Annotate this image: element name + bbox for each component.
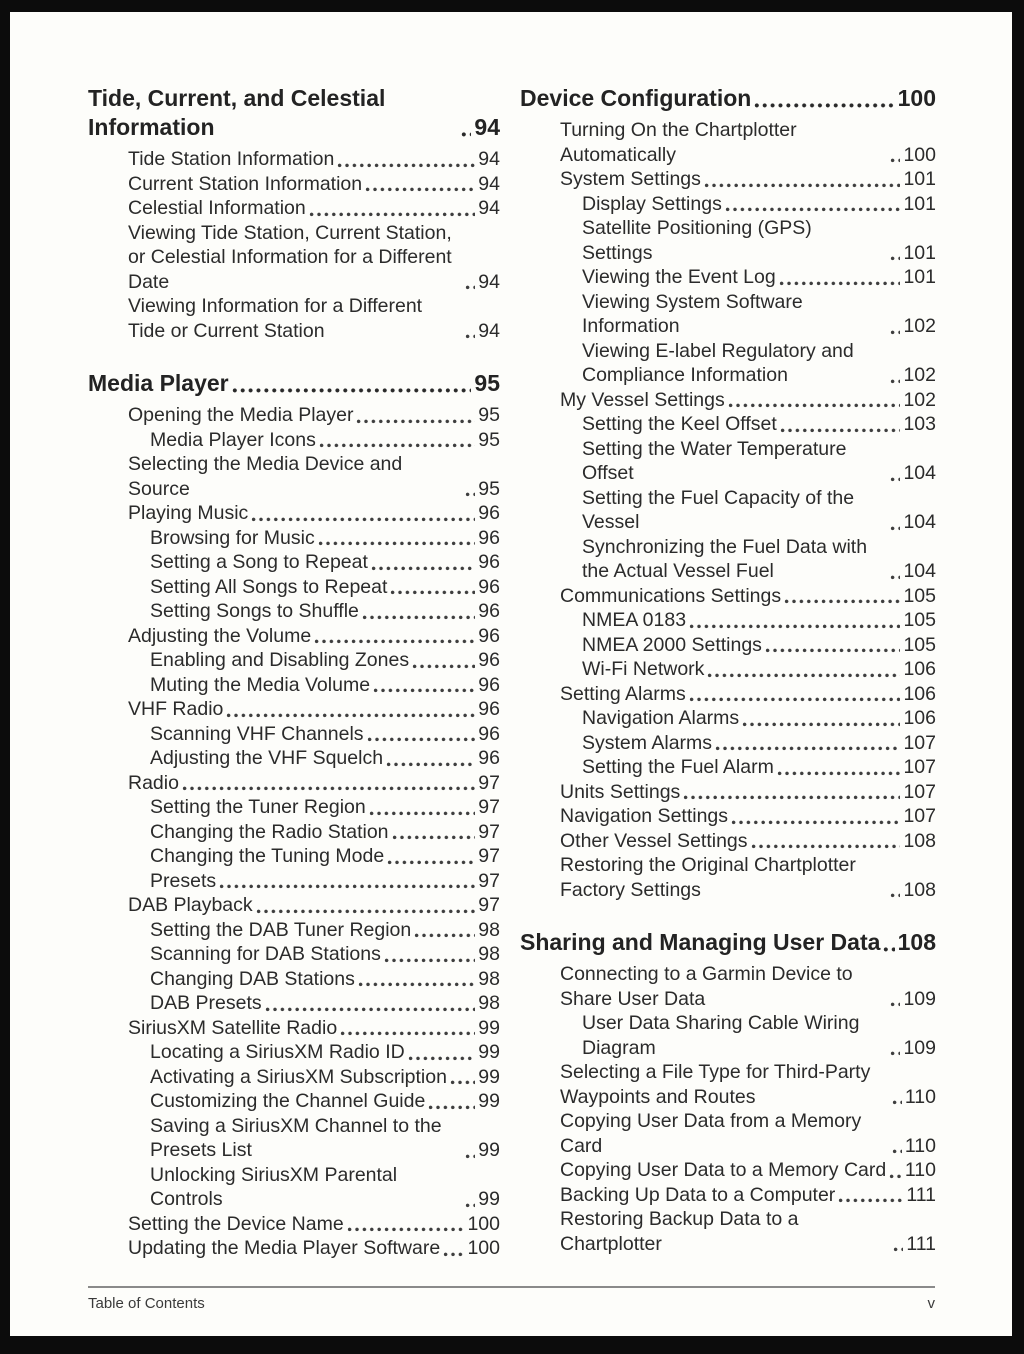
leader-dots (386, 761, 475, 768)
toc-page-number: 98 (478, 943, 500, 965)
toc-entry-label: Selecting a File Type for Third-Party Waypoints and Routes (560, 1061, 871, 1108)
leader-dots (358, 981, 475, 988)
leader-dots (890, 1001, 900, 1008)
toc-section-title: Device Configuration (520, 85, 752, 111)
leader-dots (780, 427, 901, 434)
toc-page-number: 94 (478, 197, 500, 219)
toc-entry[interactable] (520, 265, 936, 290)
leader-dots (443, 1251, 464, 1258)
toc-entry[interactable] (88, 1089, 500, 1114)
toc-page-number: 104 (903, 560, 936, 582)
leader-dots (265, 1006, 476, 1013)
toc-page-number: 99 (478, 1065, 500, 1088)
leader-dots (715, 745, 900, 752)
toc-page-number: 105 (903, 609, 936, 631)
toc-entry-label: Current Station Information (128, 172, 363, 195)
leader-dots (450, 1079, 475, 1086)
leader-dots (754, 102, 894, 109)
toc-page-number: 108 (897, 929, 936, 955)
toc-page-number: 100 (467, 1212, 500, 1235)
toc-entry-label: Presets (150, 869, 217, 892)
toc-page-number: 96 (478, 551, 500, 573)
toc-entry-label: Connecting to a Garmin Device to Share User Data (560, 963, 853, 1010)
toc-entry[interactable] (520, 388, 936, 413)
toc-entry[interactable] (88, 1114, 500, 1163)
leader-dots (890, 157, 900, 164)
toc-entry-label: Setting the Fuel Alarm (582, 756, 774, 778)
toc-entry-label: Changing the Radio Station (150, 820, 389, 843)
toc-page-number: 97 (478, 796, 500, 818)
leader-dots (232, 387, 472, 394)
leader-dots (784, 598, 900, 605)
toc-entry[interactable] (520, 706, 936, 731)
toc-entry[interactable] (88, 196, 500, 221)
toc-page-number: 106 (903, 707, 936, 729)
toc-entry-label: Customizing the Channel Guide (150, 1090, 426, 1112)
toc-section (520, 84, 936, 902)
toc-entry-label: My Vessel Settings (560, 388, 725, 411)
toc-entry-label: Setting the Fuel Capacity of the Vessel (582, 486, 855, 533)
toc-entry[interactable] (520, 118, 936, 167)
toc-entry-label: Communications Settings (560, 584, 782, 607)
leader-dots (387, 859, 475, 866)
leader-dots (890, 574, 900, 581)
toc-entry[interactable] (520, 608, 936, 633)
toc-entry[interactable] (520, 1060, 936, 1109)
toc-entry-label: Scanning for DAB Stations (150, 943, 381, 965)
toc-page-number: 104 (903, 511, 936, 533)
leader-dots (465, 284, 475, 291)
leader-dots (319, 442, 475, 449)
toc-page-number: 94 (478, 148, 500, 170)
toc-entry-label: Changing the Tuning Mode (150, 845, 385, 867)
toc-page-number: 95 (474, 370, 500, 396)
toc-entry-label: Backing Up Data to a Computer (560, 1183, 836, 1206)
toc-section-heading[interactable] (520, 928, 936, 957)
toc-entry-label: Viewing Information for a Different Tide or Current Station (128, 295, 423, 342)
toc-page-number: 102 (903, 388, 936, 411)
toc-section (88, 369, 500, 1261)
leader-dots (408, 1055, 476, 1062)
toc-entry[interactable] (520, 486, 936, 535)
toc-page-number: 103 (903, 413, 936, 435)
toc-page-number: 96 (478, 698, 500, 720)
toc-page-number: 99 (478, 1139, 500, 1161)
toc-entry-label: Muting the Media Volume (150, 673, 371, 696)
toc-entry-label: Setting the DAB Tuner Region (150, 918, 412, 941)
toc-page-number: 99 (478, 1041, 500, 1063)
toc-entry-label: User Data Sharing Cable Wiring Diagram (582, 1012, 860, 1059)
toc-entry-label: Selecting the Media Device and Source (128, 453, 403, 500)
toc-entry-label: Restoring Backup Data to a Chartplotter (560, 1208, 799, 1255)
leader-dots (362, 614, 475, 621)
toc-page-number: 94 (478, 319, 500, 342)
toc-entry[interactable] (88, 599, 500, 624)
leader-dots (728, 402, 901, 409)
leader-dots (742, 721, 900, 728)
toc-page-number: 101 (903, 168, 936, 190)
toc-entry[interactable] (88, 869, 500, 894)
leader-dots (340, 1030, 475, 1037)
toc-entry[interactable] (520, 804, 936, 829)
toc-page-number: 97 (478, 771, 500, 794)
toc-entry[interactable] (520, 633, 936, 658)
leader-dots (182, 785, 475, 792)
toc-entry[interactable] (88, 918, 500, 943)
leader-dots (318, 540, 476, 547)
toc-entry[interactable] (88, 991, 500, 1016)
toc-entry-label: Unlocking SiriusXM Parental Controls (150, 1163, 398, 1210)
toc-entry-label: System Settings (560, 168, 701, 190)
leader-dots (367, 736, 476, 743)
leader-dots (779, 280, 901, 287)
toc-entry-label: Viewing Tide Station, Current Station, or Celestial Information for a Different Date (128, 221, 452, 293)
toc-entry-label: VHF Radio (128, 698, 224, 720)
toc-entry[interactable] (520, 755, 936, 780)
leader-dots (704, 182, 901, 189)
leader-dots (893, 1246, 903, 1253)
toc-entry[interactable] (88, 844, 500, 869)
toc-entry[interactable] (520, 731, 936, 756)
toc-entry-label: Opening the Media Player (128, 404, 354, 426)
leader-dots (219, 883, 475, 890)
toc-page-number: 96 (478, 673, 500, 696)
toc-entry-label: NMEA 2000 Settings (582, 633, 762, 656)
toc-entry[interactable] (520, 682, 936, 707)
toc-entry[interactable] (520, 192, 936, 217)
leader-dots (365, 186, 475, 193)
toc-page-number: 95 (478, 428, 500, 451)
leader-dots (890, 476, 900, 483)
toc-page-number: 94 (474, 114, 500, 140)
toc-entry[interactable] (88, 697, 500, 722)
toc-entry-label: Satellite Positioning (GPS) Settings (582, 217, 812, 264)
leader-dots (226, 712, 475, 719)
toc-entry[interactable] (88, 673, 500, 698)
toc-entry[interactable] (520, 167, 936, 192)
toc-entry-label: Radio (128, 771, 179, 794)
footer-section-label: Table of Contents (88, 1295, 205, 1312)
toc-page-number: 107 (903, 780, 936, 803)
toc-entry-label: Turning On the Chartplotter Automatically (560, 119, 797, 166)
toc-entry-label: Display Settings (582, 192, 722, 215)
toc-entry[interactable] (88, 294, 500, 343)
toc-page-number: 99 (478, 1090, 500, 1112)
leader-dots (777, 770, 901, 777)
toc-page-number: 102 (903, 315, 936, 337)
toc-entry-label: Setting the Keel Offset (582, 413, 777, 435)
toc-entry-label: Synchronizing the Fuel Data with the Actual Vessel Fuel (582, 535, 868, 582)
leader-dots (889, 1173, 902, 1180)
toc-page-number: 100 (903, 143, 936, 166)
toc-page-number: 96 (478, 502, 500, 524)
toc-page-number: 96 (478, 649, 500, 671)
toc-entry[interactable] (520, 962, 936, 1011)
toc-page-number: 96 (478, 600, 500, 622)
leader-dots (890, 892, 900, 899)
toc-page-number: 95 (478, 404, 500, 426)
page-footer (88, 1286, 935, 1312)
toc-entry[interactable] (88, 1236, 500, 1261)
toc-entry[interactable] (88, 221, 500, 295)
toc-entry-label: Setting Songs to Shuffle (150, 600, 359, 622)
toc-entry[interactable] (88, 1212, 500, 1237)
toc-page-number: 111 (906, 1232, 936, 1255)
leader-dots (428, 1104, 475, 1111)
toc-entry-label: Copying User Data from a Memory Card (560, 1110, 862, 1157)
toc-page-number: 97 (478, 845, 500, 867)
toc-page-number: 98 (478, 992, 500, 1014)
toc-entry[interactable] (88, 1163, 500, 1212)
toc-entry[interactable] (88, 501, 500, 526)
toc-page-number: 101 (903, 192, 936, 215)
toc-page-number: 96 (478, 722, 500, 745)
toc-entry[interactable] (520, 290, 936, 339)
toc-entry-label: Units Settings (560, 780, 681, 803)
toc-page-number: 107 (903, 731, 936, 754)
leader-dots (256, 908, 476, 915)
toc-page-number: 97 (478, 869, 500, 892)
leader-dots (890, 1050, 900, 1057)
toc-page-number: 108 (903, 829, 936, 852)
toc-entry-label: DAB Presets (150, 992, 262, 1014)
toc-page-number: 101 (903, 241, 936, 264)
toc-page-number: 99 (478, 1188, 500, 1210)
leader-dots (356, 418, 475, 425)
toc-entry-label: Viewing the Event Log (582, 266, 776, 288)
toc-entry[interactable] (520, 412, 936, 437)
toc-entry-label: Other Vessel Settings (560, 829, 748, 852)
toc-entry-label: Activating a SiriusXM Subscription (150, 1065, 447, 1088)
leader-dots (683, 794, 900, 801)
toc-entry[interactable] (520, 216, 936, 265)
leader-dots (883, 946, 894, 953)
toc-entry[interactable] (520, 1158, 936, 1183)
toc-entry[interactable] (88, 1016, 500, 1041)
toc-entry-label: Adjusting the Volume (128, 624, 312, 647)
toc-entry[interactable] (520, 437, 936, 486)
leader-dots (890, 525, 900, 532)
leader-dots (725, 206, 901, 213)
toc-entry[interactable] (88, 147, 500, 172)
leader-dots (347, 1226, 465, 1233)
leader-dots (731, 819, 900, 826)
toc-entry-label: Copying User Data to a Memory Card (560, 1159, 887, 1181)
toc-section-title: Media Player (88, 370, 229, 396)
toc-page-number: 96 (478, 747, 500, 769)
leader-dots (890, 255, 900, 262)
toc-page-number: 107 (903, 756, 936, 778)
toc-entry[interactable] (520, 780, 936, 805)
toc-section-title: Sharing and Managing User Data (520, 929, 881, 955)
toc-entry[interactable] (88, 893, 500, 918)
toc-page-number: 106 (903, 682, 936, 705)
toc-entry-label: Navigation Settings (560, 805, 729, 827)
toc-page-number: 104 (903, 462, 936, 484)
leader-dots (309, 211, 476, 218)
leader-dots (373, 687, 475, 694)
toc-entry-label: Browsing for Music (150, 526, 315, 549)
toc-entry[interactable] (88, 746, 500, 771)
toc-entry-label: Setting the Water Temperature Offset (582, 437, 847, 484)
toc-section-title: Tide, Current, and Celestial Information (88, 85, 386, 140)
toc-page-number: 98 (478, 967, 500, 990)
toc-page-number: 97 (478, 820, 500, 843)
toc-entry[interactable] (88, 722, 500, 747)
leader-dots (461, 131, 471, 138)
toc-entry[interactable] (88, 1040, 500, 1065)
toc-entry-label: Setting the Device Name (128, 1212, 344, 1235)
toc-entry[interactable] (520, 535, 936, 584)
leader-dots (689, 623, 900, 630)
toc-entry[interactable] (88, 428, 500, 453)
toc-entry[interactable] (88, 967, 500, 992)
toc-entry[interactable] (520, 1183, 936, 1208)
toc-page-number: 110 (904, 1134, 936, 1157)
leader-dots (751, 843, 901, 850)
toc-entry-label: Viewing System Software Information (582, 290, 803, 337)
leader-dots (465, 1202, 475, 1209)
toc-page-number: 100 (897, 85, 936, 111)
toc-page-number: 95 (478, 477, 500, 500)
toc-page-number: 106 (903, 658, 936, 680)
toc-entry[interactable] (88, 452, 500, 501)
toc-page-number: 96 (478, 526, 500, 549)
toc-entry-label: Changing DAB Stations (150, 967, 355, 990)
toc-entry[interactable] (520, 339, 936, 388)
leader-dots (465, 491, 475, 498)
toc-entry-label: Adjusting the VHF Squelch (150, 747, 384, 769)
leader-dots (465, 1153, 475, 1160)
toc-entry[interactable] (520, 584, 936, 609)
toc-entry-label: Locating a SiriusXM Radio ID (150, 1041, 405, 1063)
toc-entry[interactable] (88, 550, 500, 575)
toc-entry-label: Setting the Tuner Region (150, 796, 366, 818)
toc-entry-label: Media Player Icons (150, 428, 316, 451)
toc-section-heading[interactable] (88, 84, 500, 142)
toc-entry-label: Navigation Alarms (582, 707, 740, 729)
leader-dots (337, 162, 475, 169)
toc-entry-label: Scanning VHF Channels (150, 722, 364, 745)
toc-entry-label: Restoring the Original Chartplotter Factory Settings (560, 854, 856, 901)
toc-entry[interactable] (88, 172, 500, 197)
toc-entry-label: Setting All Songs to Repeat (150, 575, 388, 598)
leader-dots (892, 1099, 902, 1106)
toc-entry[interactable] (520, 829, 936, 854)
toc-column (520, 84, 936, 1287)
toc-entry-label: Celestial Information (128, 197, 306, 219)
toc-entry[interactable] (88, 795, 500, 820)
toc-entry-label: DAB Playback (128, 894, 253, 916)
toc-section (88, 84, 500, 343)
leader-dots (892, 1148, 902, 1155)
toc-entry[interactable] (520, 853, 936, 902)
toc-page-number: 109 (903, 1036, 936, 1059)
toc-page-number: 110 (904, 1085, 936, 1108)
toc-entry[interactable] (88, 820, 500, 845)
toc-entry[interactable] (520, 1207, 936, 1256)
toc-entry[interactable] (88, 942, 500, 967)
toc-entry[interactable] (88, 403, 500, 428)
toc-entry-label: System Alarms (582, 731, 713, 754)
leader-dots (890, 378, 900, 385)
toc-entry-label: Viewing E-label Regulatory and Compliance Information (582, 339, 854, 386)
leader-dots (392, 834, 476, 841)
toc-entry[interactable] (88, 526, 500, 551)
leader-dots (369, 810, 476, 817)
toc-entry-label: Setting a Song to Repeat (150, 551, 368, 573)
toc-entry-label: SiriusXM Satellite Radio (128, 1016, 338, 1039)
toc-column (88, 84, 500, 1287)
toc-entry[interactable] (88, 1065, 500, 1090)
toc-page-number: 97 (478, 894, 500, 916)
toc-entry[interactable] (520, 1109, 936, 1158)
toc-entry-label: NMEA 0183 (582, 609, 687, 631)
leader-dots (689, 696, 901, 703)
toc-section-heading[interactable] (520, 84, 936, 113)
toc-page-number: 96 (478, 624, 500, 647)
toc-content (10, 12, 1012, 1287)
toc-entry-label: Setting Alarms (560, 682, 686, 705)
toc-page-number: 111 (906, 1183, 936, 1206)
toc-page-number: 96 (478, 575, 500, 598)
leader-dots (371, 565, 475, 572)
toc-entry-label: Enabling and Disabling Zones (150, 649, 410, 671)
toc-section (520, 928, 936, 1256)
toc-page-number: 109 (903, 987, 936, 1010)
toc-entry[interactable] (88, 771, 500, 796)
toc-page-number: 105 (903, 633, 936, 656)
toc-page-number: 94 (478, 172, 500, 195)
toc-page-number: 94 (478, 270, 500, 293)
toc-entry[interactable] (88, 575, 500, 600)
toc-page-number: 102 (903, 364, 936, 386)
leader-dots (465, 333, 475, 340)
toc-page-number: 101 (903, 266, 936, 288)
toc-entry-label: Playing Music (128, 502, 249, 524)
leader-dots (890, 329, 900, 336)
toc-entry[interactable] (520, 1011, 936, 1060)
toc-page-number: 107 (903, 805, 936, 827)
toc-page-number: 105 (903, 584, 936, 607)
leader-dots (314, 638, 475, 645)
toc-page-number: 98 (478, 918, 500, 941)
toc-entry-label: Wi-Fi Network (582, 658, 705, 680)
toc-entry[interactable] (88, 648, 500, 673)
toc-page-number: 110 (904, 1159, 936, 1181)
leader-dots (838, 1197, 903, 1204)
toc-page-number: 100 (467, 1237, 500, 1259)
leader-dots (251, 516, 475, 523)
leader-dots (414, 932, 475, 939)
leader-dots (390, 589, 475, 596)
leader-dots (384, 957, 475, 964)
toc-page-number: 108 (903, 878, 936, 901)
leader-dots (707, 672, 900, 679)
footer-page-number: v (927, 1295, 935, 1312)
toc-entry-label: Saving a SiriusXM Channel to the Presets List (150, 1114, 442, 1161)
leader-dots (412, 663, 475, 670)
toc-page-number: 99 (478, 1016, 500, 1039)
toc-section-heading[interactable] (88, 369, 500, 398)
toc-entry-label: Updating the Media Player Software (128, 1237, 441, 1259)
leader-dots (765, 647, 901, 654)
toc-entry[interactable] (520, 657, 936, 682)
toc-entry-label: Tide Station Information (128, 148, 335, 170)
toc-entry[interactable] (88, 624, 500, 649)
